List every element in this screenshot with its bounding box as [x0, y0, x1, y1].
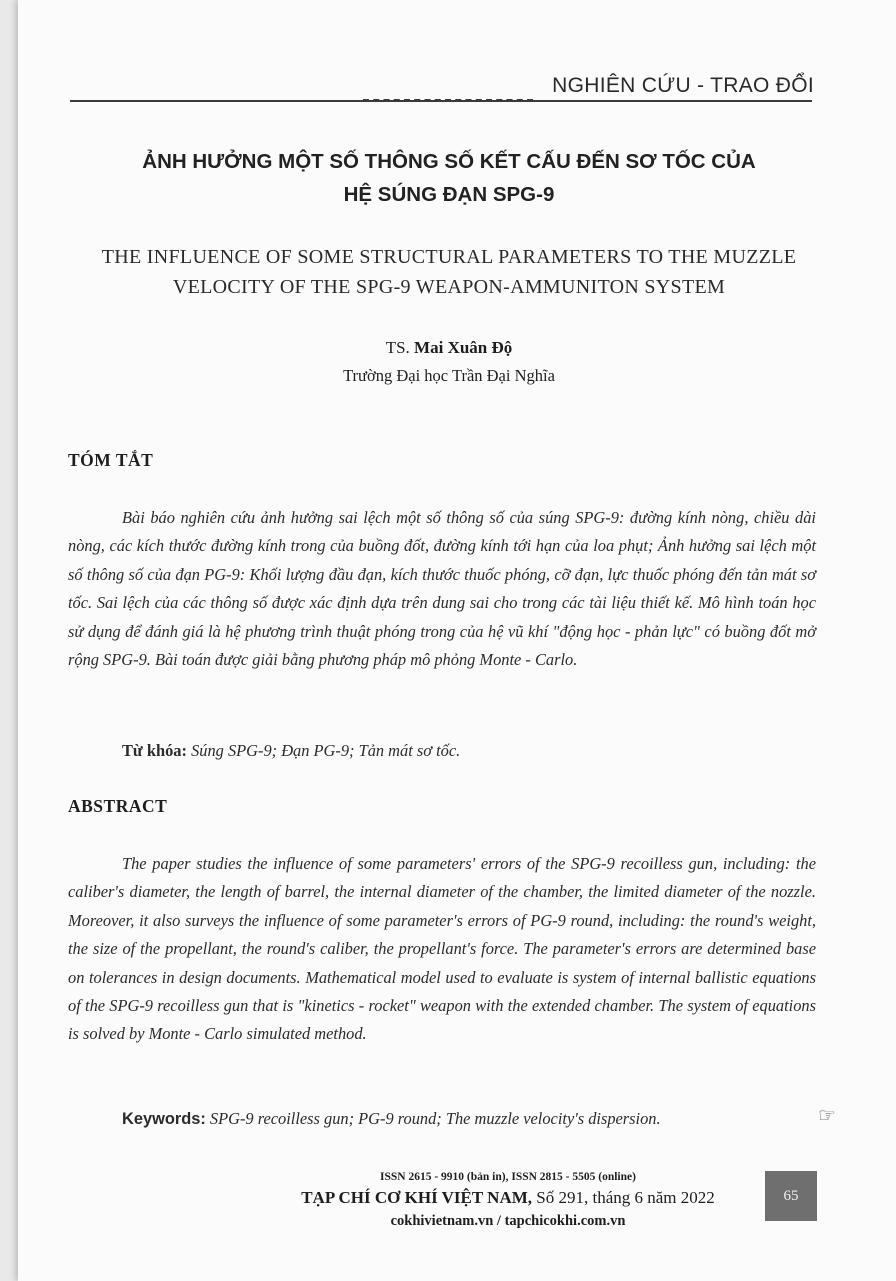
abstract-body: The paper studies the influence of some parameters' errors of the SPG-9 recoilless gun, including: the caliber's diameter, the length of barrel, the internal diameter of the chamber, the limited diameter of the nozzle. Moreover, it also surveys the influence of some parameter's errors of PG-9 round, including: the round's weight, the size of the propellant, the round's caliber, the propellant's force. The parameter's errors are determined base on tolerances in design documents. Mathematical model used to evaluate is system of internal ballistic equations of the SPG-9 recoilless gun that is "kinetics - rocket" weapon with the extended chamber. The system of equations is solved by Monte - Carlo simulated method.	[68, 854, 816, 1044]
title-vi-line-1: ẢNH HƯỞNG MỘT SỐ THÔNG SỐ KẾT CẤU ĐẾN SƠ TỐC CỦA	[142, 150, 756, 173]
section-label: NGHIÊN CỨU - TRAO ĐỔI	[552, 74, 814, 97]
keywords-vi-value: Súng SPG-9; Đạn PG-9; Tản mát sơ tốc.	[191, 741, 461, 760]
keywords-en-value: SPG-9 recoilless gun; PG-9 round; The muzzle velocity's dispersion.	[209, 1109, 661, 1128]
page-number: 65	[765, 1171, 817, 1221]
footer-issn: ISSN 2615 - 9910 (bản in), ISSN 2815 - 5505 (online)	[380, 1171, 636, 1183]
summary-body: Bài báo nghiên cứu ảnh hưởng sai lệch một số thông số của súng SPG-9: đường kính nòng, chiều dài nòng, các kích thước đường kính trong của buồng đốt, đường kính tới hạn của loa phụt; Ảnh hưởng sai lệch một số thông số của đạn PG-9: Khối lượng đầu đạn, kích thước thuốc phóng, cỡ đạn, lực thuốc phóng đến tản mát sơ tốc. Sai lệch của các thông số được xác định dựa trên dung sai cho trong các tài liệu thiết kế. Mô hình toán học sử dụng để đánh giá là hệ phương trình thuật phóng trong của hệ vũ khí "động học - phản lực" có buồng đốt mở rộng SPG-9. Bài toán được giải bằng phương pháp mô phỏng Monte - Carlo.	[68, 508, 816, 670]
pointing-hand-icon: ☞	[818, 1105, 836, 1127]
footer-issue: Số 291, tháng 6 năm 2022	[536, 1188, 715, 1207]
header-rule-dashed-segment	[363, 99, 533, 101]
keywords-vi	[122, 740, 460, 762]
title-en-line-1: THE INFLUENCE OF SOME STRUCTURAL PARAMETERS TO THE MUZZLE	[101, 246, 797, 268]
page-footer	[258, 1169, 758, 1231]
author-title: TS.	[385, 338, 415, 357]
title-en-line-2: VELOCITY OF THE SPG-9 WEAPON-AMMUNITON SYSTEM	[172, 276, 726, 298]
keywords-en-label: Keywords:	[122, 1110, 206, 1128]
author-affiliation: Trường Đại học Trần Đại Nghĩa	[343, 366, 555, 385]
summary-heading: TÓM TẮT	[68, 450, 154, 470]
title-vi-line-2: HỆ SÚNG ĐẠN SPG-9	[343, 183, 555, 206]
keywords-vi-label: Từ khóa:	[122, 741, 187, 760]
footer-journal	[258, 1187, 758, 1209]
author-name: Mai Xuân Độ	[414, 338, 513, 357]
title-english	[58, 242, 840, 302]
author-line	[58, 337, 840, 359]
journal-page	[18, 0, 896, 1281]
footer-journal-name: TẠP CHÍ CƠ KHÍ VIỆT NAM,	[301, 1188, 533, 1207]
footer-websites: cokhivietnam.vn / tapchicokhi.com.vn	[390, 1213, 626, 1229]
abstract-heading: ABSTRACT	[68, 796, 168, 816]
title-vietnamese	[58, 145, 840, 211]
keywords-en	[122, 1108, 661, 1130]
